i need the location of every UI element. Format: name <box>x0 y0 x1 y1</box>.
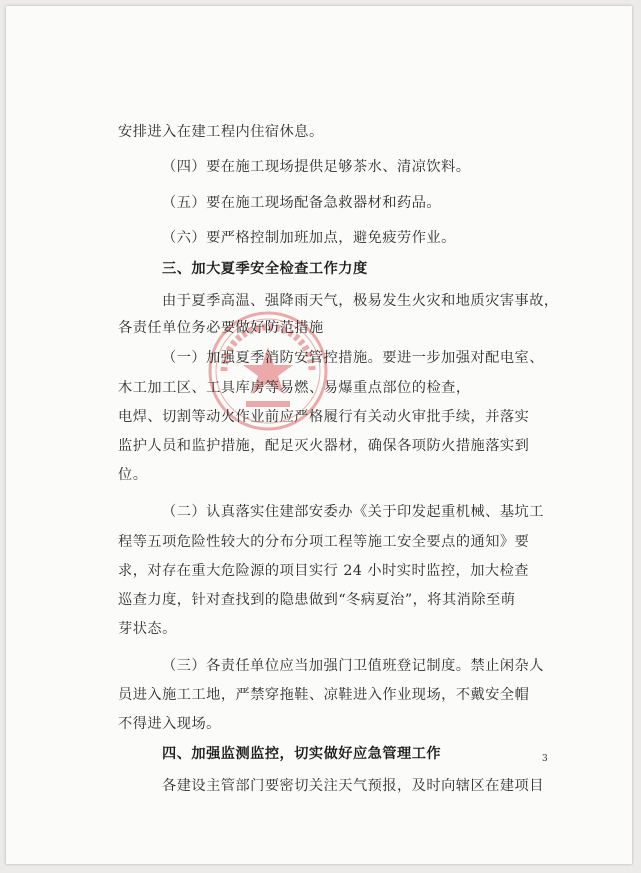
paragraph-line: 巡查力度，针对查找到的隐患做到“冬病夏治”，将其消除至萌 <box>118 592 516 608</box>
paragraph-line: 安排进入在建工程内住宿休息。 <box>118 124 324 140</box>
paragraph-line: （二）认真落实住建部安委办《关于印发起重机械、基坑工 <box>162 504 544 520</box>
paragraph-line: 程等五项危险性较大的分布分项工程等施工安全要点的通知》要 <box>118 534 530 550</box>
paragraph-line: 位。 <box>118 467 148 483</box>
paragraph-line: （三）各责任单位应当加强门卫值班登记制度。禁止闲杂人 <box>162 658 544 674</box>
paragraph-line: 芽状态。 <box>118 621 177 637</box>
paragraph-line: 求，对存在重大危险源的项目实行 24 小时实时监控，加大检查 <box>118 563 529 579</box>
paragraph-line: 木工加工区、工具库房等易燃、易爆重点部位的检查， <box>118 380 471 396</box>
section-heading-3: 三、加大夏季安全检查工作力度 <box>162 261 368 277</box>
list-item-5: （五）要在施工现场配备急救器材和药品。 <box>162 195 442 211</box>
page-number: 3 <box>542 754 548 764</box>
paragraph-line: 各责任单位务必要做好防范措施 <box>118 320 324 336</box>
paragraph-line: 监护人员和监护措施，配足灭火器材，确保各项防火措施落实到 <box>118 438 530 454</box>
document-page <box>6 6 632 864</box>
section-heading-4: 四、加强监测监控，切实做好应急管理工作 <box>162 746 442 762</box>
paragraph-line: 由于夏季高温、强降雨天气，极易发生火灾和地质灾害事故， <box>162 293 559 309</box>
paragraph-line: 员进入施工工地，严禁穿拖鞋、凉鞋进入作业现场，不戴安全帽 <box>118 687 530 703</box>
paragraph-line: （一）加强夏季消防安管控措施。要进一步加强对配电室、 <box>162 350 544 366</box>
paragraph-line: 电焊、切割等动火作业前应严格履行有关动火审批手续，并落实 <box>118 409 530 425</box>
paragraph-line: 不得进入现场。 <box>118 716 221 732</box>
paragraph-line: 各建设主管部门要密切关注天气预报，及时向辖区在建项目 <box>162 778 544 794</box>
list-item-6: （六）要严格控制加班加点，避免疲劳作业。 <box>162 230 456 246</box>
list-item-4: （四）要在施工现场提供足够茶水、清凉饮料。 <box>162 159 471 175</box>
